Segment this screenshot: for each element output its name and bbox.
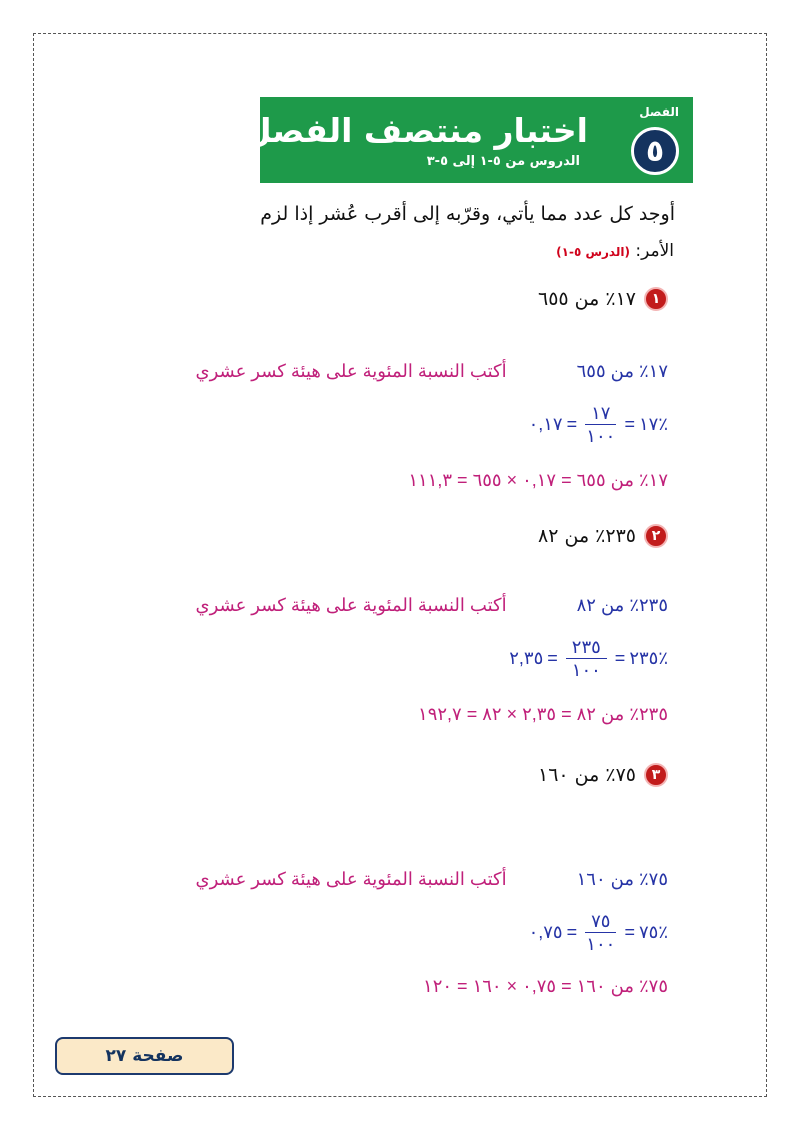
problem-statement: ٧٥٪ من ١٦٠: [538, 764, 636, 786]
fraction-left: ٪٧٥: [638, 922, 668, 942]
equals-sign: =: [624, 922, 635, 942]
equals-sign: =: [566, 922, 578, 942]
problem-3: [538, 763, 668, 787]
instruction-text: أوجد كل عدد مما يأتي، وقرّبه إلى أقرب عُشر إذا لزم: [260, 203, 675, 225]
solution-step-1: [195, 869, 668, 890]
fraction-denominator: ١٠٠: [571, 660, 601, 680]
step-note: أكتب النسبة المئوية على هيئة كسر عشري: [195, 595, 507, 615]
problem-number-badge: ٢: [644, 524, 668, 548]
equals-sign: =: [566, 414, 578, 434]
page-number-label: صفحة ٢٧: [55, 1037, 234, 1075]
chapter-banner: [242, 97, 693, 183]
fraction-step: [529, 910, 668, 955]
chapter-number-badge: ٥: [631, 127, 679, 175]
equals-sign: =: [547, 648, 558, 668]
problem-statement: ٢٣٥٪ من ٨٢: [538, 525, 636, 547]
problem-statement: ١٧٪ من ٦٥٥: [538, 288, 636, 310]
step-expression: ٢٣٥٪ من ٨٢: [576, 595, 668, 615]
final-computation: ٧٥٪ من ١٦٠ = ٠,٧٥ × ١٦٠ = ١٢٠: [423, 976, 668, 996]
final-computation: ٢٣٥٪ من ٨٢ = ٢,٣٥ × ٨٢ = ١٩٢,٧: [418, 704, 668, 724]
problem-number-badge: ٣: [644, 763, 668, 787]
problem-1: [538, 287, 668, 311]
fraction-numerator: ٢٣٥: [566, 636, 607, 659]
fraction-step: [529, 402, 668, 447]
page-title: اختبار منتصف الفصل: [242, 111, 588, 150]
solution-step-1: [195, 361, 668, 382]
step-expression: ١٧٪ من ٦٥٥: [576, 361, 668, 381]
fraction-numerator: ١٧: [585, 402, 616, 425]
equals-sign: =: [624, 414, 635, 434]
fraction-result: ٢,٣٥: [509, 648, 544, 668]
fraction-step: [509, 636, 668, 681]
fraction: [566, 636, 607, 681]
lesson-reference: (الدرس ٥-١): [556, 245, 630, 259]
step-expression: ٧٥٪ من ١٦٠: [576, 869, 668, 889]
lessons-range: الدروس من ٥-١ إلى ٥-٣: [426, 154, 580, 169]
solution-step-1: [195, 595, 668, 616]
command-line: [556, 241, 674, 261]
fraction-left: ٪٢٣٥: [629, 648, 668, 668]
problem-2: [538, 524, 668, 548]
fraction-result: ٠,٧٥: [528, 922, 563, 942]
problem-number-badge: ١: [644, 287, 668, 311]
fraction-denominator: ١٠٠: [586, 934, 616, 954]
command-label: الأمر:: [635, 241, 674, 261]
fraction: [585, 910, 616, 955]
final-computation: ١٧٪ من ٦٥٥ = ٠,١٧ × ٦٥٥ = ١١١,٣: [408, 470, 668, 490]
step-note: أكتب النسبة المئوية على هيئة كسر عشري: [195, 361, 507, 381]
step-note: أكتب النسبة المئوية على هيئة كسر عشري: [195, 869, 507, 889]
chapter-label: الفصل: [639, 105, 679, 119]
fraction-left: ٪١٧: [638, 414, 668, 434]
fraction: [585, 402, 616, 447]
fraction-denominator: ١٠٠: [586, 426, 616, 446]
fraction-result: ٠,١٧: [528, 414, 563, 434]
equals-sign: =: [614, 648, 626, 668]
fraction-numerator: ٧٥: [585, 910, 616, 933]
